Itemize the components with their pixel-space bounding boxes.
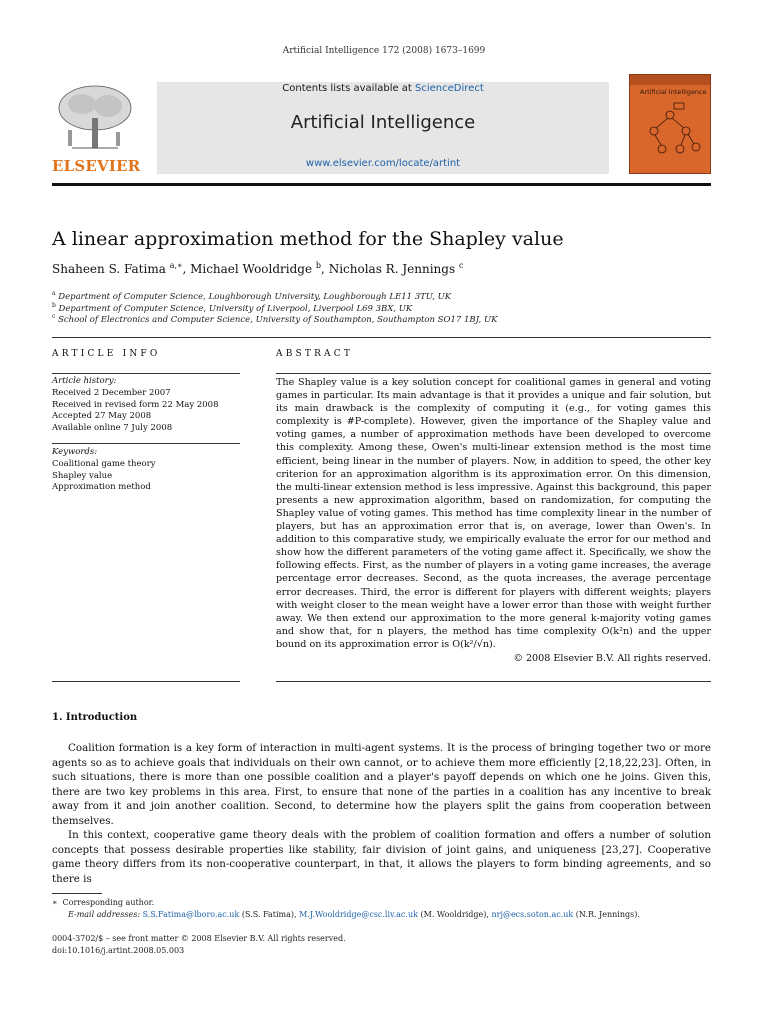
abstract-bottom-rule bbox=[276, 681, 711, 682]
journal-title: Artificial Intelligence bbox=[290, 112, 476, 133]
introduction-paragraph: Coalition formation is a key form of interaction in multi-agent systems. It is the process of bringing together two or more agents so as to achieve goals that individuals on their own cannot, or to achieve them more efficiently [2,18,22,23]. Often, in such situations, there is more than one possible coalition and a player's payoff depends on which one he joins. Given this, there are two key problems in this area. First, to ensure that none of the parties in a coalition has any incentive to break away from it and join another coalition. Second, to determine how the players split the gains from cooperation between themselves. bbox=[52, 742, 711, 827]
paper-title: A linear approximation method for the Shapley value bbox=[52, 228, 564, 250]
author-affiliation-mark[interactable]: a,∗ bbox=[169, 261, 183, 270]
email-link[interactable]: nrj@ecs.soton.ac.uk bbox=[491, 910, 574, 919]
contents-prefix: Contents lists available at bbox=[282, 83, 416, 94]
corresponding-author-label: Corresponding author. bbox=[62, 898, 155, 907]
author-list: Shaheen S. Fatima $^{a,∗}$, Michael Wooldridge $^b$, Nicholas R. Jennings $^c$ bbox=[52, 261, 464, 276]
email-owner: (N.R. Jennings). bbox=[575, 910, 640, 919]
history-entry: Received in revised form 22 May 2008 bbox=[52, 399, 219, 410]
header-divider bbox=[52, 183, 711, 186]
affiliation-text: Department of Computer Science, University of Liverpool, Liverpool L69 3BX, UK bbox=[58, 303, 413, 314]
abstract-copyright: © 2008 Elsevier B.V. All rights reserved. bbox=[513, 652, 711, 664]
keyword: Shapley value bbox=[52, 470, 113, 481]
keyword: Coalitional game theory bbox=[52, 458, 156, 469]
author-affiliation-mark[interactable]: c bbox=[458, 261, 464, 270]
affiliation-mark: c bbox=[52, 313, 56, 320]
cover-title: Artificial Intelligence bbox=[640, 88, 707, 96]
abstract-text: The Shapley value is a key solution concept for coalitional games in general and voting games in particular. Its main advantage is that it provides a unique and fair solution, but its main drawback is the complexity of computing it (e.g., for voting games this complexity is #P-complete). However, given the importance of the Shapley value and voting games, a number of approximation methods have been developed to overcome this complexity. Among these, Owen's multi-linear extension method is the most time efficient, being linear in the number of players. Now, in addition to speed, the other key criterion for an approximation algorithm is its approximation error. On this dimension, the multi-linear extension method is less impressive. Against this background, this paper presents a new approximation algorithm, based on randomization, for computing the Shapley value of voting games. This method has time complexity linear in the number of players, but has an approximation error that is, on average, lower than Owen's. In addition to this comparative study, we empirically evaluate the error for our method and show how the different parameters of the voting game affect it. Specifically, we show the following effects. First, as the number of players in a voting game increases, the average percentage error decreases. Second, as the quota increases, the average percentage error decreases. Third, the error is different for players with different weights; players with weight closer to the mean weight have a lower error than those with weight further away. We then extend our approximation to the more general k-majority voting games and show that, for n players, the method has time complexity O(k²n) and the upper bound on its approximation error is O(k²/√n). bbox=[276, 377, 711, 650]
footnote-mark: ∗ bbox=[52, 898, 58, 907]
article-info-bottom-rule bbox=[52, 681, 240, 682]
history-entry: Available online 7 July 2008 bbox=[52, 423, 173, 434]
author-name: Michael Wooldridge bbox=[190, 262, 313, 276]
abstract-heading: ABSTRACT bbox=[276, 349, 354, 359]
keyword: Approximation method bbox=[52, 482, 151, 493]
sciencedirect-link[interactable]: ScienceDirect bbox=[415, 83, 484, 94]
history-entry: Accepted 27 May 2008 bbox=[52, 411, 152, 422]
email-link[interactable]: M.J.Wooldridge@csc.liv.ac.uk bbox=[299, 910, 418, 919]
abstract-body bbox=[276, 376, 711, 665]
affiliation bbox=[52, 313, 497, 325]
article-info-heading: ARTICLE INFO bbox=[52, 349, 161, 359]
email-owner: (S.S. Fatima), bbox=[241, 910, 297, 919]
email-label: E-mail addresses: bbox=[68, 910, 141, 919]
issn-line: 0004-3702/$ – see front matter © 2008 Elsevier B.V. All rights reserved. bbox=[52, 934, 346, 943]
affiliation-mark: a bbox=[52, 290, 56, 297]
journal-reference: Artificial Intelligence 172 (2008) 1673–1699 bbox=[282, 46, 486, 56]
introduction-paragraph: In this context, cooperative game theory deals with the problem of coalition formation and offers a number of solution concepts that possess desirable properties like stability, fair division of joint gains, and uniqueness [23,27]. Cooperative game theory differs from its non-cooperative counterpart, in that, it allows the players to form binding agreements, and so there is bbox=[52, 829, 711, 885]
elsevier-wordmark: ELSEVIER bbox=[52, 157, 141, 175]
affiliation-text: Department of Computer Science, Loughborough University, Loughborough LE11 3TU, UK bbox=[58, 291, 452, 302]
keywords-label: Keywords: bbox=[52, 447, 98, 457]
email-owner: (M. Wooldridge), bbox=[420, 910, 489, 919]
author-affiliation-mark[interactable]: b bbox=[315, 261, 322, 270]
history-entry: Received 2 December 2007 bbox=[52, 387, 171, 398]
email-link[interactable]: S.S.Fatima@lboro.ac.uk bbox=[142, 910, 240, 919]
email-addresses bbox=[68, 910, 640, 919]
section-divider bbox=[52, 337, 711, 338]
affiliation-mark: b bbox=[52, 302, 56, 309]
introduction-heading: 1. Introduction bbox=[52, 712, 138, 723]
author-name: Shaheen S. Fatima bbox=[52, 262, 166, 276]
author-name: Nicholas R. Jennings bbox=[328, 262, 456, 276]
keywords-rule bbox=[52, 443, 240, 444]
doi-link[interactable]: doi:10.1016/j.artint.2008.05.003 bbox=[52, 946, 185, 955]
history-label: Article history: bbox=[52, 376, 117, 386]
journal-url-link[interactable]: www.elsevier.com/locate/artint bbox=[305, 158, 461, 169]
footnote-rule bbox=[52, 893, 102, 894]
introduction-body bbox=[52, 741, 711, 886]
abstract-rule bbox=[276, 373, 711, 374]
corresponding-author-note bbox=[52, 898, 154, 907]
keywords-block bbox=[52, 447, 156, 494]
article-history bbox=[52, 376, 218, 435]
article-info-rule bbox=[52, 373, 240, 374]
contents-line bbox=[157, 83, 609, 94]
affiliation bbox=[52, 290, 451, 302]
affiliation-text: School of Electronics and Computer Science, University of Southampton, Southampton SO17 1BJ, UK bbox=[58, 314, 498, 325]
